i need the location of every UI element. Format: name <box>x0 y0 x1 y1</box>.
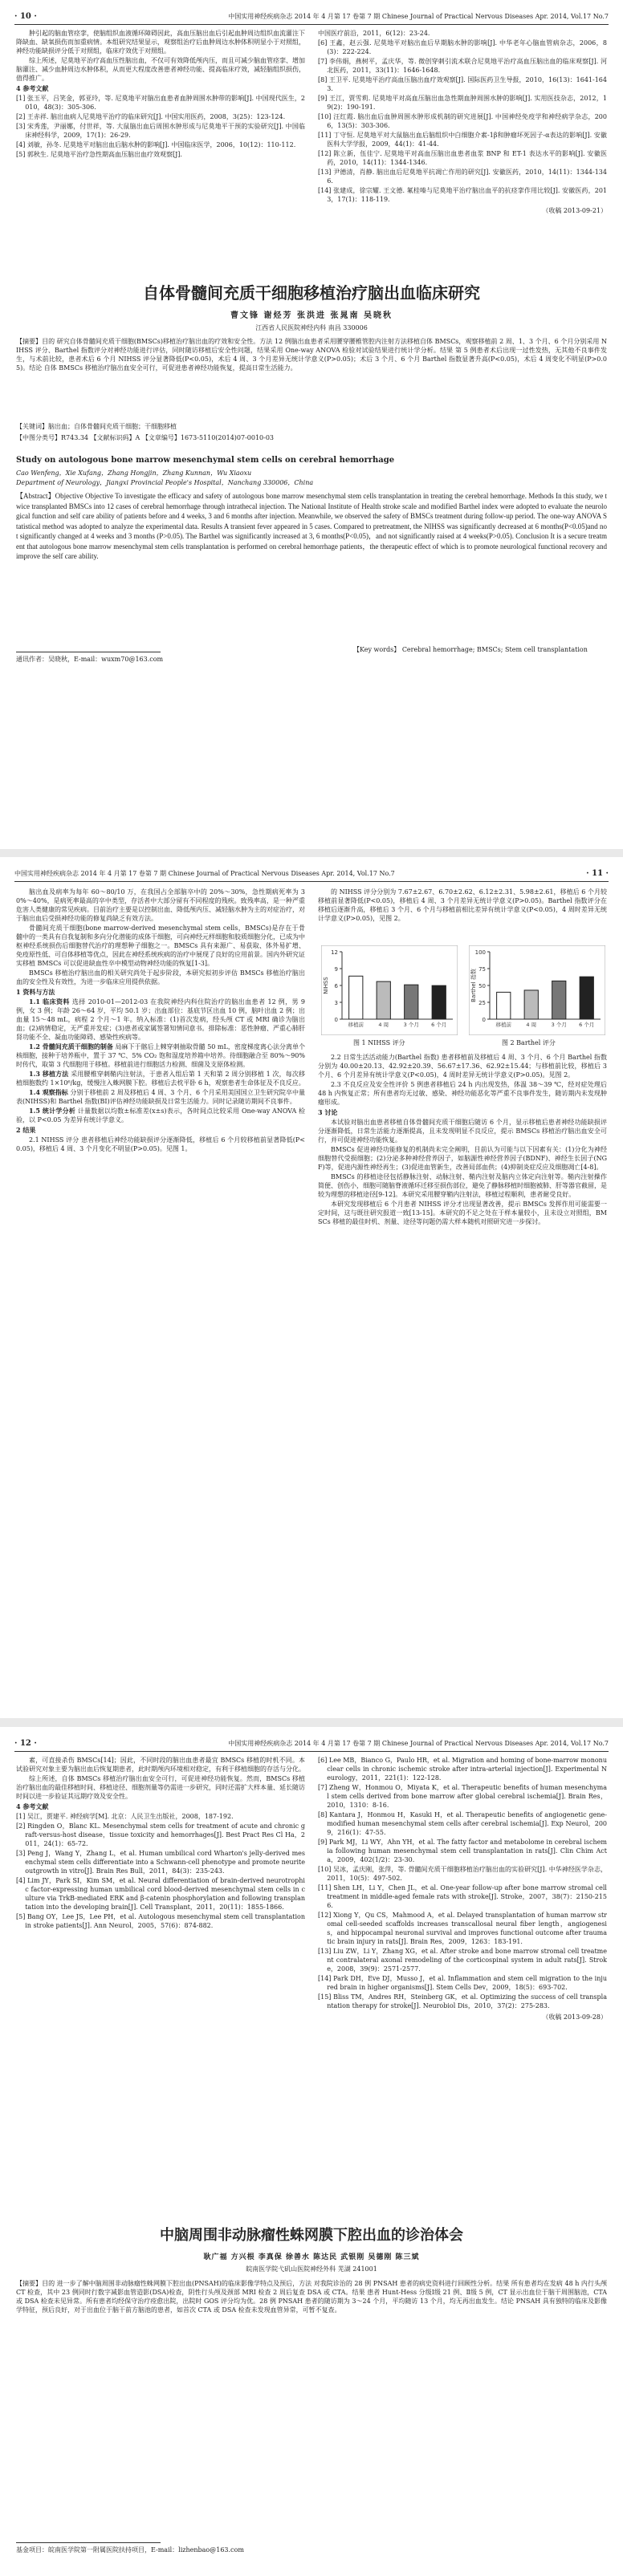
article-title: 自体骨髓间充质干细胞移植治疗脑出血临床研究 <box>143 283 480 303</box>
body-paragraph-list <box>16 29 305 83</box>
y-tick-label: 100 <box>474 949 486 956</box>
reference-item: [4] Lim JY，Park SI，Kim SM，et al. Neural differentiation of brain-derived neurotrophic factor-expressing human umbilical cord blood-derived mesenchymal stem cells in culture via TrkB-mediated ERK and β-catenin phosphorylation and following transplantation into the developing brain[J]. Cell Transplant，2011，20(11)：1855-1866. <box>16 1877 305 1911</box>
body-paragraph: 脑出血及病率为每年 60～80/10 万，在我国占全部脑卒中的 20%～30%，急性期病死率为 30%～40%，是病死率最高的卒中类型，存活者中大部分留有不同程度的残疾。致残率高，是一种严重危害人类健康的常见疾病。目前治疗主要是以控制出血、降低颅内压、减轻脑水肿为主的对症治疗，对于脑出血后受损神经功能的修复尚缺乏有效方法。 <box>16 888 305 922</box>
english-keywords: 【Key words】 Cerebral hemorrhage; BMSCs; Stem cell transplantation <box>353 646 588 653</box>
body-paragraph-list <box>318 888 607 923</box>
article-title: 中脑周围非动脉瘤性蛛网膜下腔出血的诊治体会 <box>160 2227 463 2244</box>
reference-item: [5] Bang OY，Lee JS，Lee PH，et al. Autologous mesenchymal stem cell transplantation in stroke patients[J]. Ann Neurol，2005，57(6)：874-882. <box>16 1913 305 1929</box>
reference-item: [10] 汪红霞. 脑出血后血肿周围水肿形成机制的研究进展[J]. 中国神经免疫学和神经病学杂志，2006，13(5)：303-306. <box>318 113 607 129</box>
english-title: Study on autologous bone marrow mesenchymal stem cells on cerebral hemorrhage <box>16 456 395 465</box>
affiliation: 皖南医学院弋矶山医院神经外科 芜湖 241001 <box>246 2265 377 2273</box>
body-paragraph: 综上所述，自体 BMSCs 移植治疗脑出血安全可行，可促进神经功能恢复。然而，BMSCs 移植治疗脑出血的最佳移植时间、移植途径、细胞剂量等仍需进一步研究，同时还需扩大样本量、延长随访时间以进一步验证其远期疗效及安全性。 <box>16 1775 305 1800</box>
y-tick-label: 0 <box>482 1017 486 1023</box>
classification-line: 【中图分类号】R743.34 【文献标识码】A 【文章编号】1673-5110(2014)07-0010-03 <box>16 434 275 441</box>
bar <box>524 990 538 1019</box>
page-gap <box>0 1718 623 1727</box>
body-paragraph: 局麻下于髂后上棘穿刺抽取骨髓 50 mL，密度梯度离心法分离单个核细胞，接种于培养瓶中，置于 37 ℃、5% CO₂ 饱和湿度培养箱中培养。待细胞融合至 80%～90% 时传代，取第 3 代细胞用于移植。移植前进行细胞活力检测、细菌及支原体检测。 <box>16 1043 305 1068</box>
page-number: · 11 · <box>586 869 609 878</box>
right-column-top <box>318 888 607 944</box>
section-heading: 3 讨论 <box>318 1108 338 1116</box>
reference-item: [11] 丁守恒. 尼莫地平对大鼠脑出血后脑组织中白细胞介素-1β和肿瘤坏死因子-α表达的影响[J]. 安徽医科大学学报，2009，44(1)：41-44. <box>318 132 607 148</box>
reference-item: [1] 张玉平，吕笑金，郭亚玲，等. 尼莫地平对脑出血患者血肿周围水肿带的影响[J]. 中国现代医生，2010，48(3)：305-306. <box>16 95 305 111</box>
abstract-en: 【Abstract】Objective Objective To investigate the efficacy and safety of autologous bone marrow mesenchymal stem cells transplantation in treating the cerebral hemorrhage. Methods In this study, we twice transplanted BMSCs into 12 cases of cerebral hemorrhage through intrathecal injection. The National Institute of Health stroke scale and modified Barthel index were adopted to evaluate the neurological function and self care ability of patients before and 4 weeks, 3 and 6 months after injection. Meanwhile, we observed the safety of BMSCs treatment during follow-up period. The one-way ANOVA Statistical method was adopted to analyze the experimental data. Results A transient fever appeared in 5 cases. Compared to pretreatment, the NIHSS was significantly decreased at 6 months(P<0.05)and not significantly changed at 4 weeks and 3 months (P>0.05). The Barthel was significantly increased at 3, 6 months(P<0.05)，and not significantly raised at 4 weeks(P>0.05). Conclusion It is a secure treatment that autologous bone marrow mesenchymal stem cells transplantation is performed on cerebral hemorrhage patients，the therapeutic effect of which is to promote neurological functional recovery and improve the self care ability. <box>16 492 607 560</box>
reference-item: [13] Liu ZW，Li Y，Zhang XG，et al. After stroke and bone marrow stromal cell treatment contralateral axonal remodeling of the corticospinal system in adult rats[J]. Stroke，2008，39(9)：2571-2577. <box>318 1948 607 1973</box>
x-tick-label: 3 个月 <box>551 1022 567 1028</box>
reference-item: [3] Peng J，Wang Y，Zhang L，et al. Human umbilical cord Wharton's jelly-derived mesenchymal stem cells differentiate into a Schwann-cell phenotype and promote neurite outgrowth in vitro[J]. Brain Res Bull，2011，84(3)：235-243. <box>16 1850 305 1875</box>
running-header <box>14 1738 609 1752</box>
reference-item-list <box>318 29 607 204</box>
reference-item: [7] Zheng W，Honmou O，Miyata K，et al. Therapeutic benefits of human mesenchymal stem cells derived from bone marrow after global cerebral ischemia[J]. Brain Res，2010，1310：8-16. <box>318 1784 607 1809</box>
reference-item: [4] 刘敏，孙冬. 尼莫地平对脑出血后脑水肿的影响[J]. 中国临床医学，2006，10(12)：110-112. <box>16 141 296 148</box>
section-heading: 2 结果 <box>16 1126 36 1134</box>
authors: 曹文锋 谢烃芳 张洪进 张晁南 吴晓秋 <box>230 311 393 320</box>
reference-item: [13] 尹德清，肖静. 脑出血后尼莫地平抗凋亡作用的研究[J]. 安徽医药，2010，14(11)：1344-1346. <box>318 169 607 185</box>
left-column <box>16 888 305 1706</box>
figure-1-caption: 图 1 NIHSS 评分 <box>353 1039 405 1046</box>
bar <box>405 985 418 1019</box>
body-paragraph: 计量数据以均数±标准差(x±s)表示，各时间点比较采用 One-way ANOVA 检验，以 P<0.05 为差异有统计学意义。 <box>16 1107 305 1123</box>
y-tick-label: 25 <box>478 1000 486 1006</box>
body-paragraph: 本试验对脑出血患者移植自体骨髓间充质干细胞后随访 6 个月，显示移植后患者神经功能缺损评分逐渐降低，日常生活能力逐渐提高，且未发现明显不良反应，提示 BMSCs 移植治疗脑出血安全可行，并可促进神经功能恢复。 <box>318 1119 607 1144</box>
y-tick-label: 0 <box>334 1017 338 1023</box>
nihss-bar-chart <box>321 945 458 1035</box>
y-axis-label: Barthel 指数 <box>470 969 477 1002</box>
subsection-heading: 1.1 临床资料 <box>29 997 70 1006</box>
english-affiliation: Department of Neurology，Jiangxi Provincial People's Hospital，Nanchang 330006，China <box>16 479 314 486</box>
body-paragraph-list <box>16 888 305 986</box>
journal-header: 中国实用神经疾病杂志 2014 年 4 月第 17 卷第 7 期 Chinese Journal of Practical Nervous Diseases Apr. 2014, Vol.17 No.7 <box>14 870 395 877</box>
keywords-cn: 【关键词】脑出血；自体骨髓间充质干细胞；干细胞移植 <box>16 423 177 430</box>
body-paragraph: 采用腰椎穿刺鞘内注射法，于患者入组后第 1 天和第 2 周分别移植 1 次，每次移植细胞数约 1×10⁶/kg，缓慢注入蛛网膜下腔。移植后去枕平卧 6 h，观察患者生命体征及不良反应。 <box>16 1071 305 1087</box>
body-paragraph: 肿引起的脑血管痉挛，使脑组织血液循环障碍因此，高血压脑出血后引起血肿周边组织血流灌注下降缺血、缺氧损伤而加重病情。本组研究结果显示，观察组治疗后血肿周边水肿体积明显小于对照组，神经功能缺损评分低于对照组，临床疗效优于对照组。 <box>16 30 305 55</box>
reference-item: [8] Kantara J，Honmou H，Kasuki H，et al. Therapeutic benefits of angiogenetic gene-modified human mesenchymal stem cells after cerebral ischemia[J]. Exp Neurol，2009，216(1)：47-55. <box>318 1811 607 1836</box>
journal-header: 中国实用神经疾病杂志 2014 年 4 月第 17 卷第 7 期 Chinese Journal of Practical Nervous Diseases Apr. 2014, Vol.17 No.7 <box>228 1740 609 1747</box>
y-tick-label: 3 <box>334 1000 338 1006</box>
reference-item: [14] Park DH，Eve DJ，Musso J，et al. Inflammation and stem cell migration to the injured brain in higher organisms[J]. Stem Cells Dev，2009，18(5)：693-702. <box>318 1975 607 1991</box>
body-paragraph-list <box>16 1756 305 1801</box>
bar <box>349 976 363 1019</box>
body-paragraph: 骨髓间充质干细胞(bone marrow-derived mesenchymal stem cells，BMSCs)是存在于骨髓中的一类具有自我复制和多向分化潜能的成体干细胞，可向神经元样细胞和胶质细胞分化，已成为中枢神经系统损伤后细胞替代治疗的理想种子细胞之一。BMSCs 具有来源广、易获取、体外易扩增、免疫原性低、可自体移植等优点，因此在神经系统疾病的治疗中展现了良好的应用前景。国内外研究证实移植 BMSCs 可以促进缺血性卒中模型动物神经功能的恢复[1-3]。 <box>16 924 305 967</box>
previous-article-tail <box>16 29 305 270</box>
reference-item: [11] Shen LH，Li Y，Chen JL，et al. One-year follow-up after bone marrow stromal cell treatment in middle-aged female rats with stroke[J]. Stroke，2007，38(7)：2150-2156. <box>318 1884 607 1909</box>
body-paragraph: 素，可直接杀伤 BMSCs[14]；因此，不同时段的脑出血患者最宜 BMSCs 移植的时机不同。本试验研究对象主要为脑出血后恢复期患者，此时期颅内环境相对稳定，有利于移植细胞的存活与分化。 <box>16 1757 305 1773</box>
abstract-text: 【摘要】目的 进一步了解中脑周围非动脉瘤性蛛网膜下腔出血(PNSAH)的临床影像学特点及预后，方法 对我院诊治的 28 例 PNSAH 患者的病史资料进行回顾性分析。结果 所有患者均在发病 48 h 内行头颅 CT 检查，其中 23 例同时行数字减影血管造影(DSA)检查，阴性行头颅及颈部 MRI 检查 2 周后复查 DSA 或 CTA。结果 患者 Hunt-Hess 分级Ⅰ级 21 例、Ⅱ级 5 例，CT 显示出血位于脑干周围脑池，CTA 或 DSA 检查未见异常。所有患者均经保守治疗痊愈出院，出院时 GOS 评分均为优。28 例 PNSAH 患者的随访期为 3～24 个月，平均随访 13 个月，均无再出血发生。结论 PNSAH 具有独特的临床及影像学特征，预后良好，对于出血位于脑干前方脑池的患者，如首次 CTA 或 DSA 检查未发现血管异常，可暂不复查。 <box>16 2280 607 2314</box>
x-tick-label: 6 个月 <box>579 1022 595 1028</box>
subsection-heading: 1.5 统计学分析 <box>29 1107 76 1115</box>
reference-item: [6] Lee MB，Bianco G，Paulo HR，et al. Migration and homing of bone-marrow mononuclear cells in chronic ischemic stroke after intra-arterial injection[J]. Experimental Neurology，2011，221(1)：122-128. <box>318 1757 607 1782</box>
received-date: （收稿 2013-09-28） <box>542 2013 607 2021</box>
body-paragraph: BMSCs 移植治疗脑出血的相关研究尚处于起步阶段，本研究拟初步评估 BMSCs 移植治疗脑出血的安全性及有效性，为进一步临床应用提供依据。 <box>16 969 305 985</box>
body-paragraph: BMSCs 促进神经功能修复的机制尚未完全阐明，目前认为可能与以下因素有关：(1)分化为神经细胞替代受损细胞；(2)分泌多种神经营养因子，如脑源性神经营养因子(BDNF)、神经生长因子(NGF)等，促进内源性神经再生；(3)促进血管新生，改善局部血供；(4)抑制炎症反应及细胞凋亡[4-8]。 <box>318 1146 607 1171</box>
reference-item-list <box>16 1812 305 1930</box>
page-number: · 10 · <box>14 12 37 21</box>
bar <box>552 981 566 1019</box>
reference-item: [7] 李伟娟，燕树平，孟庆华，等. 微创穿刺引流术联合尼莫地平治疗高血压脑出血的临床观察[J]. 河北医药，2011，33(11)：1646-1648. <box>318 58 607 74</box>
reference-item: [2] Ringden O，Blanc KL. Mesenchymal stem cells for treatment of acute and chronic graft-versus-host disease，tissue toxicity and hemorrhages[J]. Best Pract Res Cl Ha，2011，24(1)：65-72. <box>16 1822 305 1847</box>
reference-item: [9] Park MJ，Li WY，Ahn YH，et al. The fatty factor and metabolome in cerebral ischemia following human mesenchymal stem cell transplantation in rats[J]. Clin Chim Acta，2009，402(1/2)：23-30. <box>318 1839 607 1863</box>
page-10 <box>0 0 623 849</box>
body-paragraph: 2.3 不良反应及安全性评价 5 例患者移植后 24 h 内出现发热，体温 38～39 ℃，经对症处理后 48 h 内恢复正常；所有患者均无过敏、感染、神经功能恶化等严重不良事件发生，随访期内未发现肿瘤形成。 <box>318 1081 607 1106</box>
right-column <box>318 1053 607 1703</box>
bar <box>377 981 390 1019</box>
reference-item: [3] 宋秀莲，尹丽娜，付世祥，等. 大鼠脑出血后周围水肿形成与尼莫地平干预的实验研究[J]. 中国临床神经科学，2009，17(1)：26-29. <box>16 123 305 139</box>
y-tick-label: 12 <box>331 949 338 956</box>
reference-item: [15] Bliss TM，Andres RH，Steinberg GK，et al. Optimizing the success of cell transplantation therapy for stroke[J]. Neurobiol Dis，2010，37(2)：275-283. <box>318 1993 607 2009</box>
reference-item: [8] 王卫平. 尼莫地平治疗高血压脑出血疗效观察[J]. 国际医药卫生导报，2010，16(13)：1641-1643. <box>318 76 607 92</box>
body-paragraph: 综上所述，尼莫地平治疗高血压性脑出血，不仅可有效降低颅内压，而且可减少脑血管痉挛、增加脑灌注、减少血肿周边水肿体积，从而更大程度改善患者神经功能、提高临床疗效，减轻脑组织损伤，值得推广。 <box>16 57 305 82</box>
page-number: · 12 · <box>14 1739 37 1748</box>
reference-item-list <box>318 1756 607 2010</box>
figure-2-caption: 图 2 Barthel 评分 <box>502 1039 556 1046</box>
body-paragraph: 2.1 NIHSS 评分 患者移植后神经功能缺损评分逐渐降低，移植后 6 个月较移植前显著降低(P<0.05)，移植后 4 周、3 个月变化不明显(P>0.05)。见图 1。 <box>16 1136 305 1152</box>
right-column <box>318 1756 607 2213</box>
body-paragraph-list <box>318 1053 607 1107</box>
y-tick-label: 50 <box>478 983 486 989</box>
body-paragraph: 2.2 日常生活活动能力(Barthel 指数) 患者移植前及移植后 4 周、3 个月、6 个月 Barthel 指数分别为 40.00±20.13、42.92±20.39、56.67±17.36、62.92±15.44；与移植前比较，移植后 3 个月、6 个月差异有统计学意义(P<0.05)，4 周时差异无统计学意义(P>0.05)。见图 2。 <box>318 1054 607 1079</box>
reference-item: [1] 吴江，贾建平. 神经病学[M]. 北京：人民卫生出版社，2008，187-192. <box>16 1813 234 1820</box>
x-tick-label: 3 个月 <box>403 1022 419 1028</box>
reference-item: [2] 王赤祥. 脑出血病人尼莫地平治疗的临床研究[J]. 中国实用医药，2008，3(25)：123-124. <box>16 113 286 120</box>
journal-header: 中国实用神经疾病杂志 2014 年 4 月第 17 卷第 7 期 Chinese Journal of Practical Nervous Diseases Apr. 2014, Vol.17 No.7 <box>228 13 609 20</box>
subsection-heading: 1.2 骨髓间充质干细胞的制备 <box>29 1042 113 1050</box>
reference-item: [14] 张建成，徐宗耀. 王文德. 氟桂嗪与尼莫地平治疗脑出血平的抗痉挛作用比较[J]. 安徽医药，2013，17(1)：118-119. <box>318 187 607 203</box>
barthel-bar-chart <box>469 945 605 1035</box>
x-tick-label: 移植前 <box>348 1022 364 1028</box>
subsection-heading: 1.3 移植方法 <box>29 1070 69 1078</box>
footnote-rule <box>16 2542 161 2543</box>
body-paragraph: 选择 2010-01—2012-03 在我院神经内科住院治疗的脑出血患者 12 例，男 9 例，女 3 例；年龄 26～64 岁，平均 50.1 岁；出血部位：基底节区出血 10 例，脑叶出血 2 例；出血量 15～48 mL，病程 2 个月～1 年。纳入标准：(1)首次发病，经头颅 CT 或 MRI 确诊为脑出血；(2)病情稳定，无严重并发症；(3)患者或家属签署知情同意书。排除标准：恶性肿瘤、严重心肺肝肾功能不全、凝血功能障碍、感染性疾病等。 <box>16 998 305 1041</box>
subsection-heading: 1.4 观察指标 <box>29 1088 68 1096</box>
footnote-email: 通讯作者：吴晓秋，E-mail：wuxm70@163.com <box>16 656 164 663</box>
x-tick-label: 移植前 <box>495 1022 511 1028</box>
reference-item: [10] 吴冰，孟庆刚，张萍，等. 骨髓间充质干细胞移植治疗脑出血的实验研究[J]. 中华神经医学杂志，2011，10(5)：497-502. <box>318 1866 607 1882</box>
section-heading: 1 资料与方法 <box>16 988 55 996</box>
reference-item: [6] 王鑫，赵云强. 尼莫地平对脑出血后早期脑水肿的影响[J]. 中华老年心脑血管病杂志，2006，8(3)：222-224. <box>318 39 607 55</box>
authors: 耿广福 方兴根 李真保 徐善水 陈达民 武银刚 吴德刚 陈三斌 <box>203 2253 420 2261</box>
reference-item: [12] Xiong Y，Qu CS，Mahmood A，et al. Delayed transplantation of human marrow stromal cell-seeded scaffolds increases transcallosal neural fiber length，angiogenesis，and hippocampal neuronal survival and improves functional outcome after traumatic brain injury in rats[J]. Brain Res，2009，1263：183-191. <box>318 1912 607 1945</box>
x-tick-label: 4 周 <box>526 1022 537 1028</box>
y-axis-label: NIHSS <box>323 977 329 994</box>
reference-item: [9] 王江，贾雪莉. 尼莫地平对高血压脑出血急性期血肿周围水肿的影响[J]. 实用医技杂志，2012，19(2)：190-191. <box>318 95 607 111</box>
reference-item-list <box>16 94 305 159</box>
reference-item: 中国医疗前沿，2011，6(12)：23-24. <box>318 30 430 37</box>
previous-article-references <box>318 29 607 270</box>
page-12 <box>0 1727 623 2576</box>
body-paragraph: BMSCs 的移植途径包括静脉注射、动脉注射、鞘内注射及脑内立体定向注射等。鞘内注射操作简便、创伤小，细胞可随脑脊液循环迁移至损伤部位，避免了静脉移植时细胞被肺、肝等器官截留，是较为理想的移植途径[9-12]。本研究采用腰穿鞘内注射法，移植过程顺利，患者耐受良好。 <box>318 1173 607 1198</box>
running-header <box>14 868 609 882</box>
received-date: （收稿 2013-09-21） <box>542 207 607 214</box>
left-column <box>16 1756 305 2205</box>
y-tick-label: 6 <box>334 983 338 989</box>
references-heading: 4 参考文献 <box>16 84 49 92</box>
body-paragraph: 的 NIHSS 评分分别为 7.67±2.67、6.70±2.62、6.12±2.31、5.98±2.61，移植后 6 个月较移植前显著降低(P<0.05)，移植后 4 周、3 个月差异无统计学意义(P>0.05)。Barthel 指数评分在移植后逐渐升高，移植后 3 个月、6 个月与移植前相比差异有统计学意义(P<0.05)，4 周时差异无统计学意义(P>0.05)，见图 2。 <box>318 888 607 922</box>
abstract-cn: 【摘要】目的 研究自体骨髓间充质干细胞(BMSCs)移植治疗脑出血的疗效和安全性。方法 12 例脑出血患者采用腰穿腰椎管腔内注射方法移植自体 BMSCs，观察移植前 2 周、1、3 个月、6 个月分别采用 NIHSS 评分、Barthel 指数评分对神经功能进行评估，同时随访移植后安全性问题，结果采用 One-way ANOVA 检验对试验结果进行统计学分析。结果 第 5 例患者术后出现一过性发热，无其他不良事件发生，与术前比较，患者术后 6 个月 NIHSS 评分显著降低(P<0.05)，术后 4 周、3 个月差异无统计学意义(P>0.05)；术后 3 个月、6 个月 Barthel 指数显著升高(P<0.05)，术后 4 周变化不明显(P>0.05)。结论 自体 BMSCs 移植治疗脑出血安全可行，可促进患者神经功能恢复，提高日常生活能力。 <box>16 338 607 372</box>
affiliation: 江西省人民医院神经内科 南昌 330006 <box>255 324 368 331</box>
reference-item: [12] 陈立新，伍佳宁. 尼莫地平对高血压脑出血患者血浆 BNP 和 ET-1 表达水平的影响[J]. 安徽医药，2010，14(11)：1344-1346. <box>318 150 607 166</box>
y-tick-label: 75 <box>478 966 486 973</box>
bar <box>497 992 511 1019</box>
page-gap <box>0 849 623 857</box>
body-paragraph-list <box>318 1118 607 1226</box>
bar <box>580 977 593 1019</box>
english-authors: Cao Wenfeng，Xie Xufang，Zhang Hongjin，Zhang Kunnan，Wu Xiaoxu <box>16 469 252 477</box>
x-tick-label: 6 个月 <box>431 1022 447 1028</box>
reference-item: [5] 郭秋生. 尼莫地平治疗急性期高血压脑出血疗效观察[J]. <box>16 151 182 158</box>
abstract <box>16 2279 607 2335</box>
footnote-fund: 基金项目：皖南医学院第一附属医院扶持项目，E-mail：lizhenbao@163.com <box>16 2546 244 2554</box>
y-tick-label: 9 <box>334 966 338 973</box>
body-paragraph: 本研究发现移植后 6 个月患者 NIHSS 评分才出现显著改善，提示 BMSCs 发挥作用可能需要一定时间，这与既往研究报道一致[13-15]。本研究的不足之处在于样本量较小，且未设立对照组，BMSCs 移植的最佳时机、剂量、途径等问题仍需大样本随机对照研究进一步探讨。 <box>318 1201 607 1225</box>
page-11 <box>0 857 623 1718</box>
x-tick-label: 4 周 <box>378 1022 389 1028</box>
references-heading: 4 参考文献 <box>16 1802 49 1810</box>
body-paragraph: 分别于移植前 2 周及移植后 4 周、3 个月、6 个月采用美国国立卫生研究院卒中量表(NIHSS)和 Barthel 指数(BI)评估神经功能缺损及日常生活能力。同时记录随访期间不良事件。 <box>16 1089 305 1105</box>
bar <box>432 985 446 1019</box>
running-header <box>14 11 609 25</box>
